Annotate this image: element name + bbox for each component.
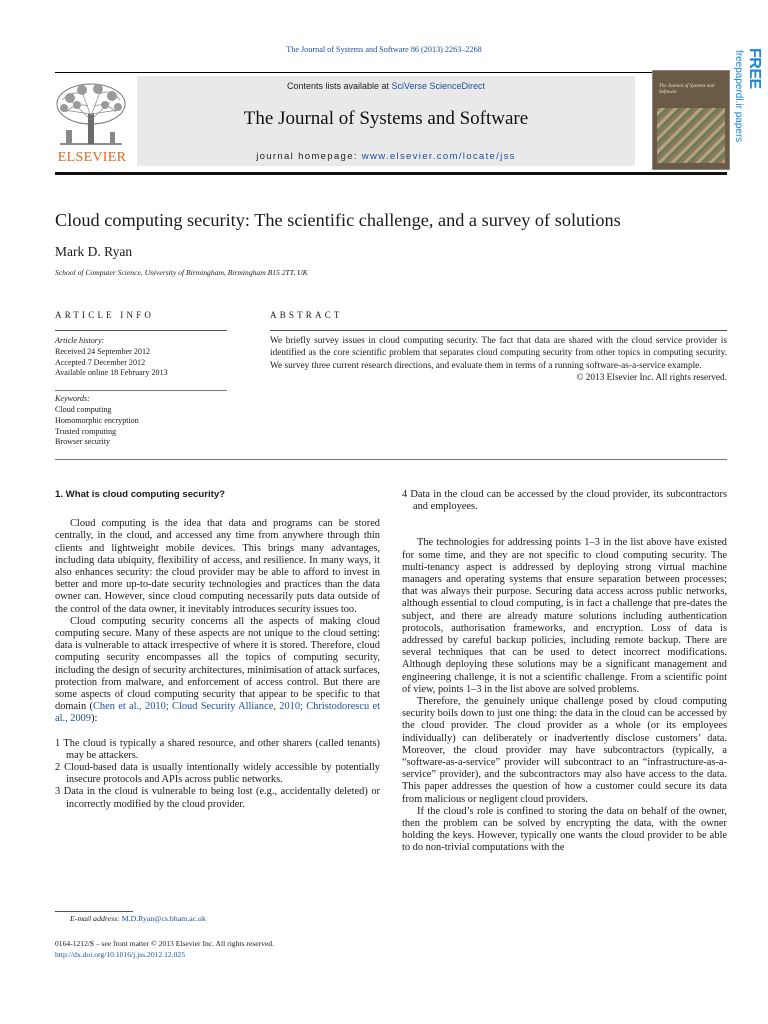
list-item: 2 Cloud-based data is usually intentionally widely accessible by potentially insecure protocols and APIs across public networks. [55,762,380,786]
doi-link[interactable]: http://dx.doi.org/10.1016/j.jss.2012.12.025 [55,950,186,960]
abstract-copyright: © 2013 Elsevier Inc. All rights reserved. [576,373,727,384]
masthead-rule [55,72,727,73]
journal-citation[interactable]: The Journal of Systems and Software 86 (2013) 2263–2268 [286,45,482,54]
history-label: Article history: [55,336,105,345]
elsevier-wordmark: ELSEVIER [57,150,127,165]
keyword: Homomorphic encryption [55,415,139,425]
keywords-label: Keywords: [55,394,90,404]
abstract-text: We briefly survey issues in cloud computing security. The fact that data are shared with the cloud service provider is identified as the core scientific problem that separates cloud computing security from other topics in computing security. We survey three current research directions, and evaluate them in terms of a running software-as-a-service example. [270,336,727,371]
cover-title: The Journal of Systems and Software [659,84,715,95]
left-column [55,489,380,811]
received-date: Received 24 September 2012 [55,346,151,356]
header-rule [55,172,727,175]
paragraph-end: ): [91,713,98,725]
contents-line [137,81,635,91]
footnote-rule [55,911,133,912]
article-info-heading: ARTICLE INFO [55,310,155,320]
online-date: Available online 18 February 2013 [55,368,168,378]
paragraph: If the cloud’s role is confined to storing the data on behalf of the owner, then the problem can be solved by encrypting the data, with the owner holding the keys. However, typically one wants the cloud provider to be able to do non-trivial computations with the [402,805,727,854]
contents-prefix: Contents lists available at [286,81,392,91]
front-matter-rule [55,459,727,460]
abstract-heading: ABSTRACT [270,310,343,320]
ribbon-text: freepaperdl.ir papers [733,50,744,143]
paragraph: Therefore, the genuinely unique challenge posed by cloud computing security boils down to just one thing: the data in the cloud can be accessed by the cloud provider. The cloud provider as a whole (or its employees individually) can deliberately or inadvertently disclose customers’ data. Moreover, the cloud provider may have subcontractors (typically, a “software-as-a-service” provider will subcontract to an “infrastructure-as-a-service” provider), and the subcontractors may also have access to the data. This paper addresses the question of how a customer could secure its data from malicious or negligent cloud providers. [402,696,727,805]
elsevier-tree-icon [52,80,132,150]
paragraph-text: Cloud computing security concerns all the aspects of making cloud computing secure. Many of these aspects are not unique to the cloud setting: data is vulnerable to attack irrespective of where it is stored. Therefore, cloud computing security encompasses all the topics of computing security, including the design of security architectures, minimisation of attack surfaces, protection from malware, and enforcement of access control. But there are some aspects of cloud computing security that appear to be specific to that domain ( [55,615,380,713]
keyword: Cloud computing [55,404,112,414]
abstract-rule [270,330,727,331]
paragraph: The technologies for addressing points 1–3 in the list above have existed for some time, and they are not specific to cloud computing security. The multi-tenancy aspect is addressed by deploying strong virtual machine managers and operating systems that ensure separation between processes; that was always their purpose. Securing data access across public networks, although essential to cloud computing, is in fact a challenge that pre-dates the subject, and there are already mature solutions including authentication protocols, authorisation frameworks, and encryption. Loss of data is addressed by careful backup policies, including remote backup. There are several techniques that can be used to detect incorrect modifications. Although deploying these solutions may be a significant management and engineering challenge, it is not a scientific challenge. From a scientific point of view, points 1–3 in the list above are solved problems. [402,537,727,695]
journal-banner [137,76,635,166]
ribbon-free: FREE [746,48,763,89]
paragraph [55,616,380,726]
journal-title: The Journal of Systems and Software [243,108,529,129]
list-item: 4 Data in the cloud can be accessed by the cloud provider, its subcontractors and employees. [402,489,727,513]
cover-artwork [657,108,725,163]
author-affiliation: School of Computer Science, University of Birmingham, Birmingham B15 2TT, UK [55,268,308,277]
citation-link[interactable]: Chen et al., 2010; Cloud Security Alliance, 2010; Christodorescu et al., 2009 [55,701,380,725]
email-label: E-mail address: [70,914,122,923]
list-item: 3 Data in the cloud is vulnerable to being lost (e.g., accidentally deleted) or incorrectly modified by the cloud provider. [55,786,380,810]
sciencedirect-link[interactable]: SciVerse ScienceDirect [391,81,486,91]
issn-line: 0164-1212/$ – see front matter © 2013 Elsevier Inc. All rights reserved. [55,939,274,948]
abstract [270,335,727,385]
info-divider [55,379,227,391]
issn-block [55,938,274,960]
free-papers-ribbon [733,48,763,170]
article-author: Mark D. Ryan [55,244,133,259]
homepage-link[interactable]: www.elsevier.com/locate/jss [361,151,516,162]
keyword: Browser security [55,437,111,447]
footnote [70,914,206,923]
email-link[interactable]: M.D.Ryan@cs.bham.ac.uk [121,914,206,923]
article-info-rule [55,330,227,331]
article-info [55,336,227,448]
paragraph: Cloud computing is the idea that data and programs can be stored centrally, in the cloud, and accessed any time from anywhere through thin clients and lightweight mobile devices. This brings many advantages, including data ubiquity, flexibility of access, and resilience. In many ways, it also enhances security: the cloud provider may be able to afford to invest in better and more up-to-date security technologies and practices than the data owner can. However, since cloud computing necessarily puts data outside of the control of the data owner, it inevitably introduces security issues too. [55,518,380,615]
right-column [402,489,727,855]
journal-cover-image [652,70,730,170]
homepage-prefix: journal homepage: [256,151,362,162]
journal-homepage [137,151,635,162]
keyword: Trusted computing [55,426,117,436]
elsevier-logo [52,80,132,166]
section-heading: 1. What is cloud computing security? [55,489,226,500]
accepted-date: Accepted 7 December 2012 [55,357,146,367]
list-item: 1 The cloud is typically a shared resource, and other sharers (called tenants) may be attackers. [55,737,380,761]
article-title: Cloud computing security: The scientific challenge, and a survey of solutions [55,210,621,230]
